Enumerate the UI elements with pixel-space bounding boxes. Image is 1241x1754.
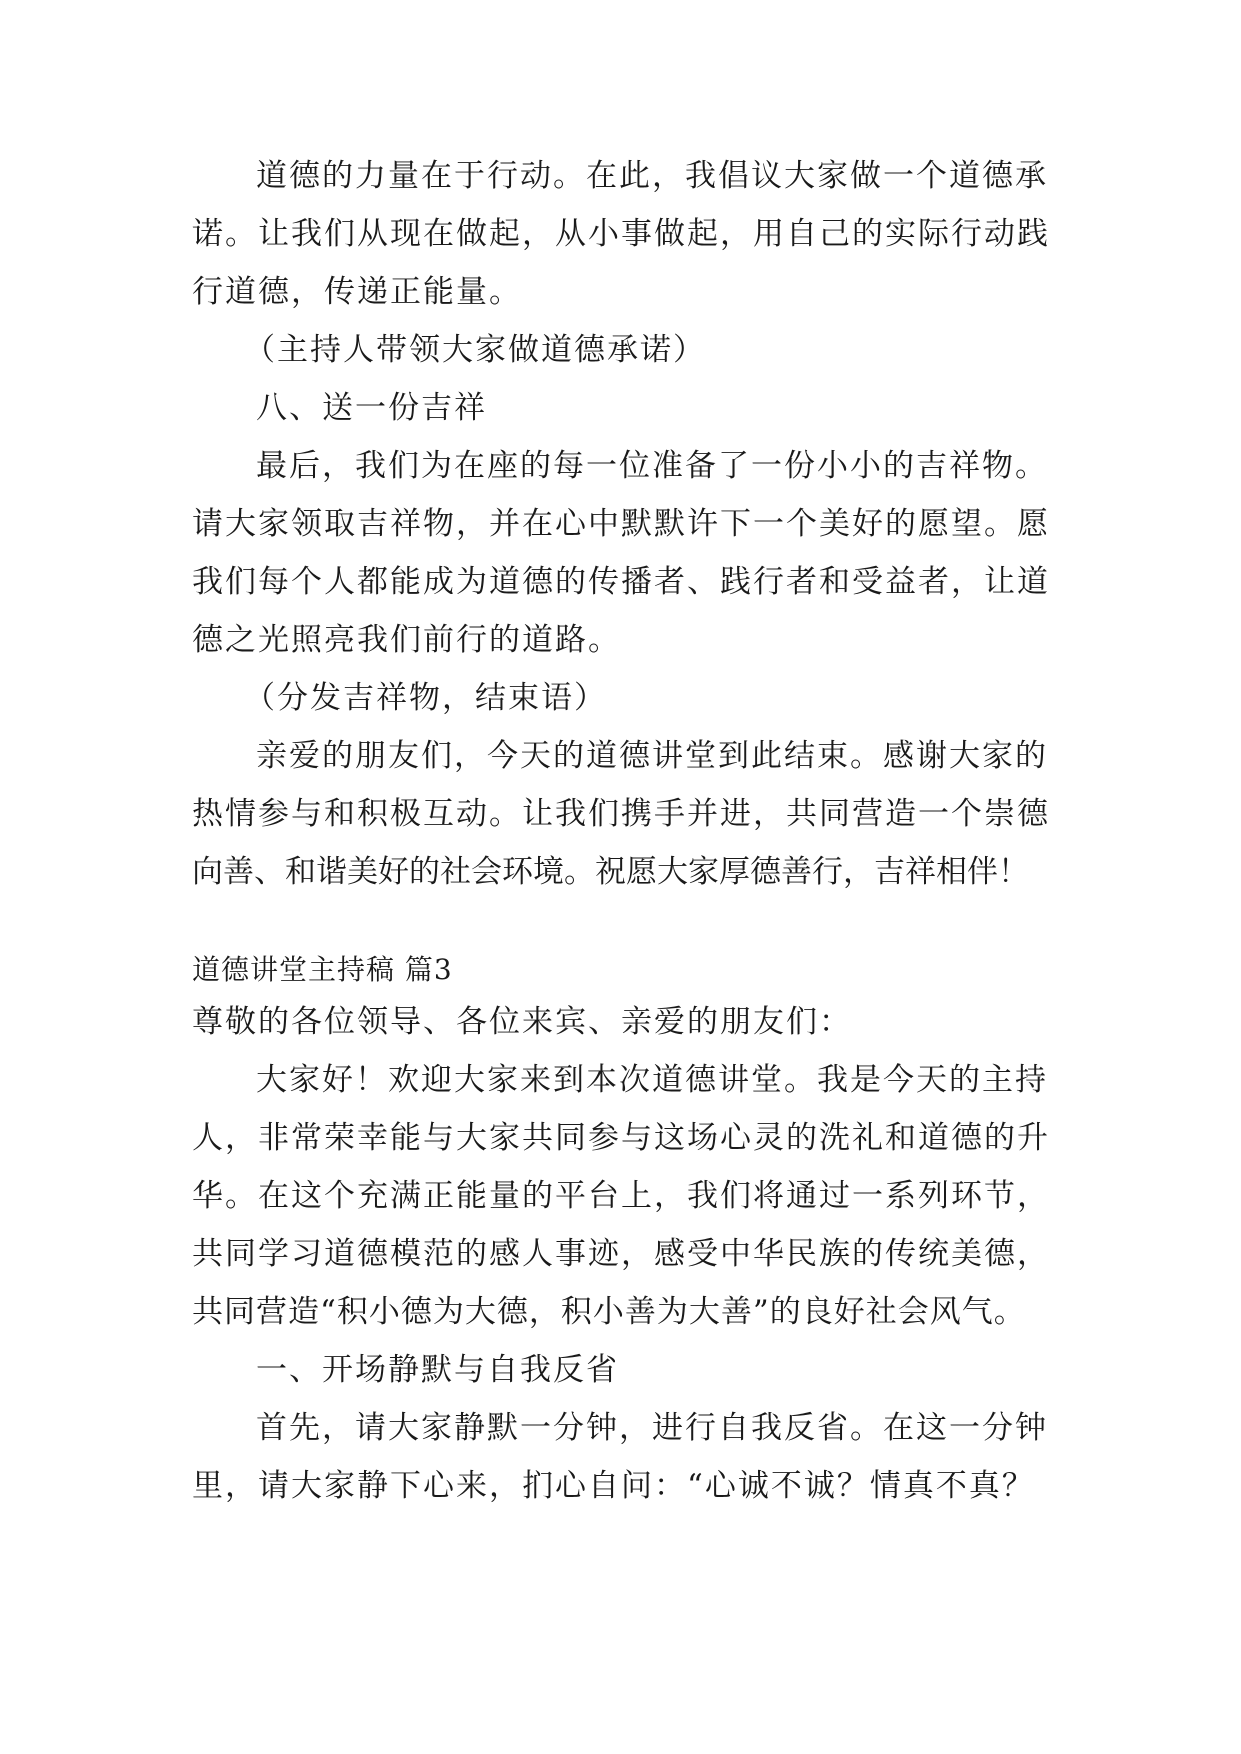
paragraph-line: （分发吉祥物，结束语） bbox=[244, 680, 607, 716]
article-title: 道德讲堂主持稿 篇3 bbox=[192, 953, 453, 986]
paragraph-line: 我们每个人都能成为道德的传播者、践行者和受益者，让道 bbox=[192, 564, 1050, 600]
paragraph-line: 最后，我们为在座的每一位准备了一份小小的吉祥物。 bbox=[256, 448, 1048, 484]
paragraph-line: 请大家领取吉祥物，并在心中默默许下一个美好的愿望。愿 bbox=[192, 506, 1050, 542]
paragraph-line: 共同营造“积小德为大德，积小善为大善”的良好社会风气。 bbox=[192, 1294, 1026, 1330]
paragraph-line: 诺。让我们从现在做起，从小事做起，用自己的实际行动践 bbox=[192, 216, 1050, 252]
paragraph-line: 向善、和谐美好的社会环境。祝愿大家厚德善行，吉祥相伴！ bbox=[192, 854, 1029, 890]
paragraph-line: 大家好！欢迎大家来到本次道德讲堂。我是今天的主持 bbox=[256, 1062, 1048, 1098]
paragraph-line: 人，非常荣幸能与大家共同参与这场心灵的洗礼和道德的升 bbox=[192, 1120, 1050, 1156]
section-heading: 八、送一份吉祥 bbox=[256, 390, 487, 426]
paragraph-line: 行道德，传递正能量。 bbox=[192, 274, 522, 310]
paragraph-line: 里，请大家静下心来，扪心自问：“心诚不诚？情真不真？ bbox=[192, 1468, 1035, 1504]
paragraph-line: 道德的力量在于行动。在此，我倡议大家做一个道德承 bbox=[256, 158, 1048, 194]
paragraph-line: 热情参与和积极互动。让我们携手并进，共同营造一个崇德 bbox=[192, 796, 1050, 832]
salutation-line: 尊敬的各位领导、各位来宾、亲爱的朋友们： bbox=[192, 1004, 852, 1040]
paragraph-line: 首先，请大家静默一分钟，进行自我反省。在这一分钟 bbox=[256, 1410, 1048, 1446]
paragraph-line: 德之光照亮我们前行的道路。 bbox=[192, 622, 621, 658]
paragraph-line: 亲爱的朋友们，今天的道德讲堂到此结束。感谢大家的 bbox=[256, 738, 1048, 774]
paragraph-line: 华。在这个充满正能量的平台上，我们将通过一系列环节， bbox=[192, 1178, 1050, 1214]
section-heading: 一、开场静默与自我反省 bbox=[256, 1352, 619, 1388]
paragraph-line: 共同学习道德模范的感人事迹，感受中华民族的传统美德， bbox=[192, 1236, 1050, 1272]
paragraph-line: （主持人带领大家做道德承诺） bbox=[244, 332, 706, 368]
